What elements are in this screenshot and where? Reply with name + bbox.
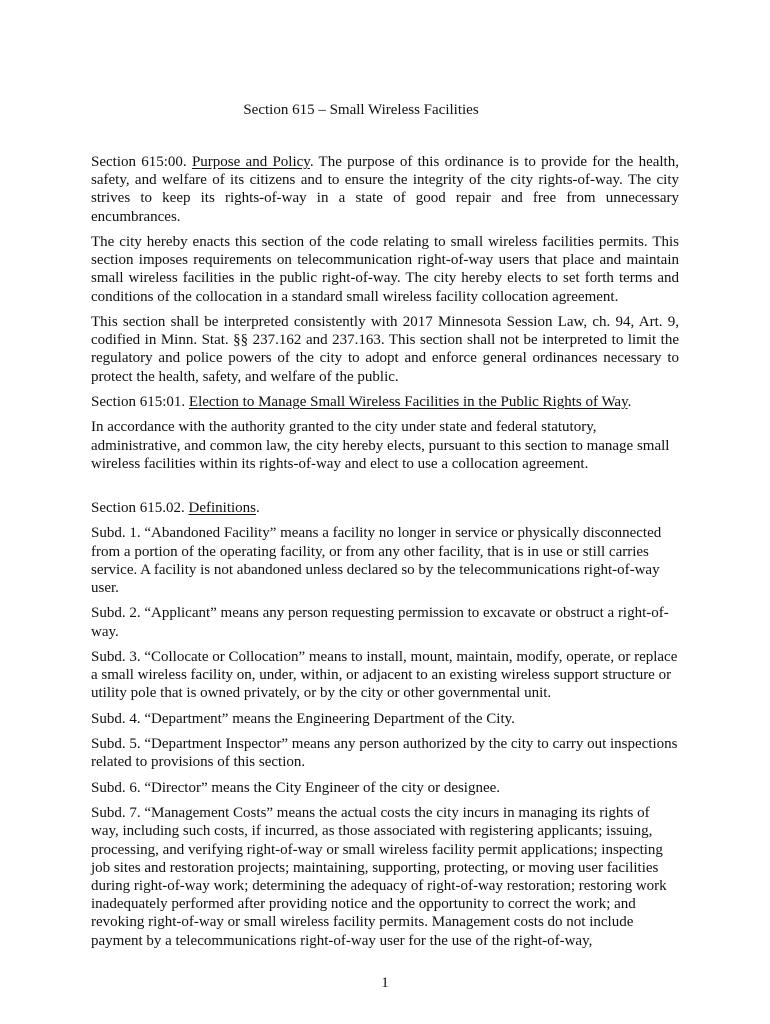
subdivision-2: Subd. 2. “Applicant” means any person requesting permission to excavate or obstruct a right-of-way. xyxy=(91,605,669,640)
section-615-00-text: . The purpose of this ordinance is to provide for the health, safety, and welfare of its citizens and to ensure the integrity of the city rights-of-way. The city strives to keep its rights-of-way in a state of good repair and free from unnecessary encumbrances. xyxy=(91,154,679,225)
section-615-02-end: . xyxy=(256,500,260,516)
document-page xyxy=(91,0,679,1024)
subdivision-5: Subd. 5. “Department Inspector” means any person authorized by the city to carry out inspections related to provisions of this section. xyxy=(91,736,678,771)
paragraph-interpreted: This section shall be interpreted consistently with 2017 Minnesota Session Law, ch. 94, Art. 9, codified in Minn. Stat. §§ 237.162 and 237.163. This section shall not be interpreted to limit the regulatory and police powers of the city to adopt and enforce general ordinances necessary to protect the health, safety, and welfare of the public. xyxy=(91,314,679,385)
section-615-00-number: Section 615:00. xyxy=(91,154,192,170)
document-title: Section 615 – Small Wireless Facilities xyxy=(243,102,479,118)
section-615-00-paragraph xyxy=(91,153,679,226)
subdivision-3: Subd. 3. “Collocate or Collocation” means to install, mount, maintain, modify, operate, or replace a small wireless facility on, under, within, or adjacent to an existing wireless support structure or utility pole that is owned privately, or by the city or other governmental unit. xyxy=(91,648,678,702)
section-615-01-end: . xyxy=(627,394,632,410)
document-body xyxy=(91,153,679,957)
section-615-02-number: Section 615.02. xyxy=(91,500,189,516)
subdivision-6: Subd. 6. “Director” means the City Engineer of the city or designee. xyxy=(91,779,501,796)
section-615-00-heading: Purpose and Policy xyxy=(191,154,310,170)
section-615-02-heading: Definitions xyxy=(188,500,256,516)
paragraph-accordance: In accordance with the authority granted to the city under state and federal statutory, administrative, and common law, the city hereby elects, pursuant to this section to manage small wireless facilities within its rights-of-way and elect to use a collocation agreement. xyxy=(91,419,670,472)
paragraph-enacts: The city hereby enacts this section of the code relating to small wireless facilities permits. This section imposes requirements on telecommunication right-of-way users that place and maintain small wireless facilities in the public right-of-way. The city hereby elects to set forth terms and conditions of the collocation in a standard small wireless facility collocation agreement. xyxy=(91,234,679,305)
page-number: 1 xyxy=(381,975,389,991)
subdivision-1: Subd. 1. “Abandoned Facility” means a facility no longer in service or physically disconnected from a portion of the operating facility, or from any other facility, that is in use or still carries service. A facility is not abandoned unless declared so by the telecommunications right-of-way user. xyxy=(91,525,662,596)
section-615-01-heading: Election to Manage Small Wireless Facilities in the Public Rights of Way xyxy=(188,394,628,410)
subdivision-4: Subd. 4. “Department” means the Engineering Department of the City. xyxy=(91,710,515,727)
section-615-02-heading-line xyxy=(91,499,679,517)
subdivision-7: Subd. 7. “Management Costs” means the actual costs the city incurs in managing its rights of way, including such costs, if incurred, as those associated with registering applicants; issuing, processing, and verifying right-of-way or small wireless facility permit applications; inspecting job sites and restoration projects; maintaining, supporting, protecting, or moving user facilities during right-of-way work; determining the adequacy of right-of-way restoration; restoring work inadequately performed after providing notice and the opportunity to correct the work; and revoking right-of-way or small wireless facility permits. Management costs do not include payment by a telecommunications right-of-way user for the use of the right-of-way, xyxy=(91,805,667,949)
section-615-01-heading-line xyxy=(91,393,679,411)
section-615-01-number: Section 615:01. xyxy=(91,394,189,410)
